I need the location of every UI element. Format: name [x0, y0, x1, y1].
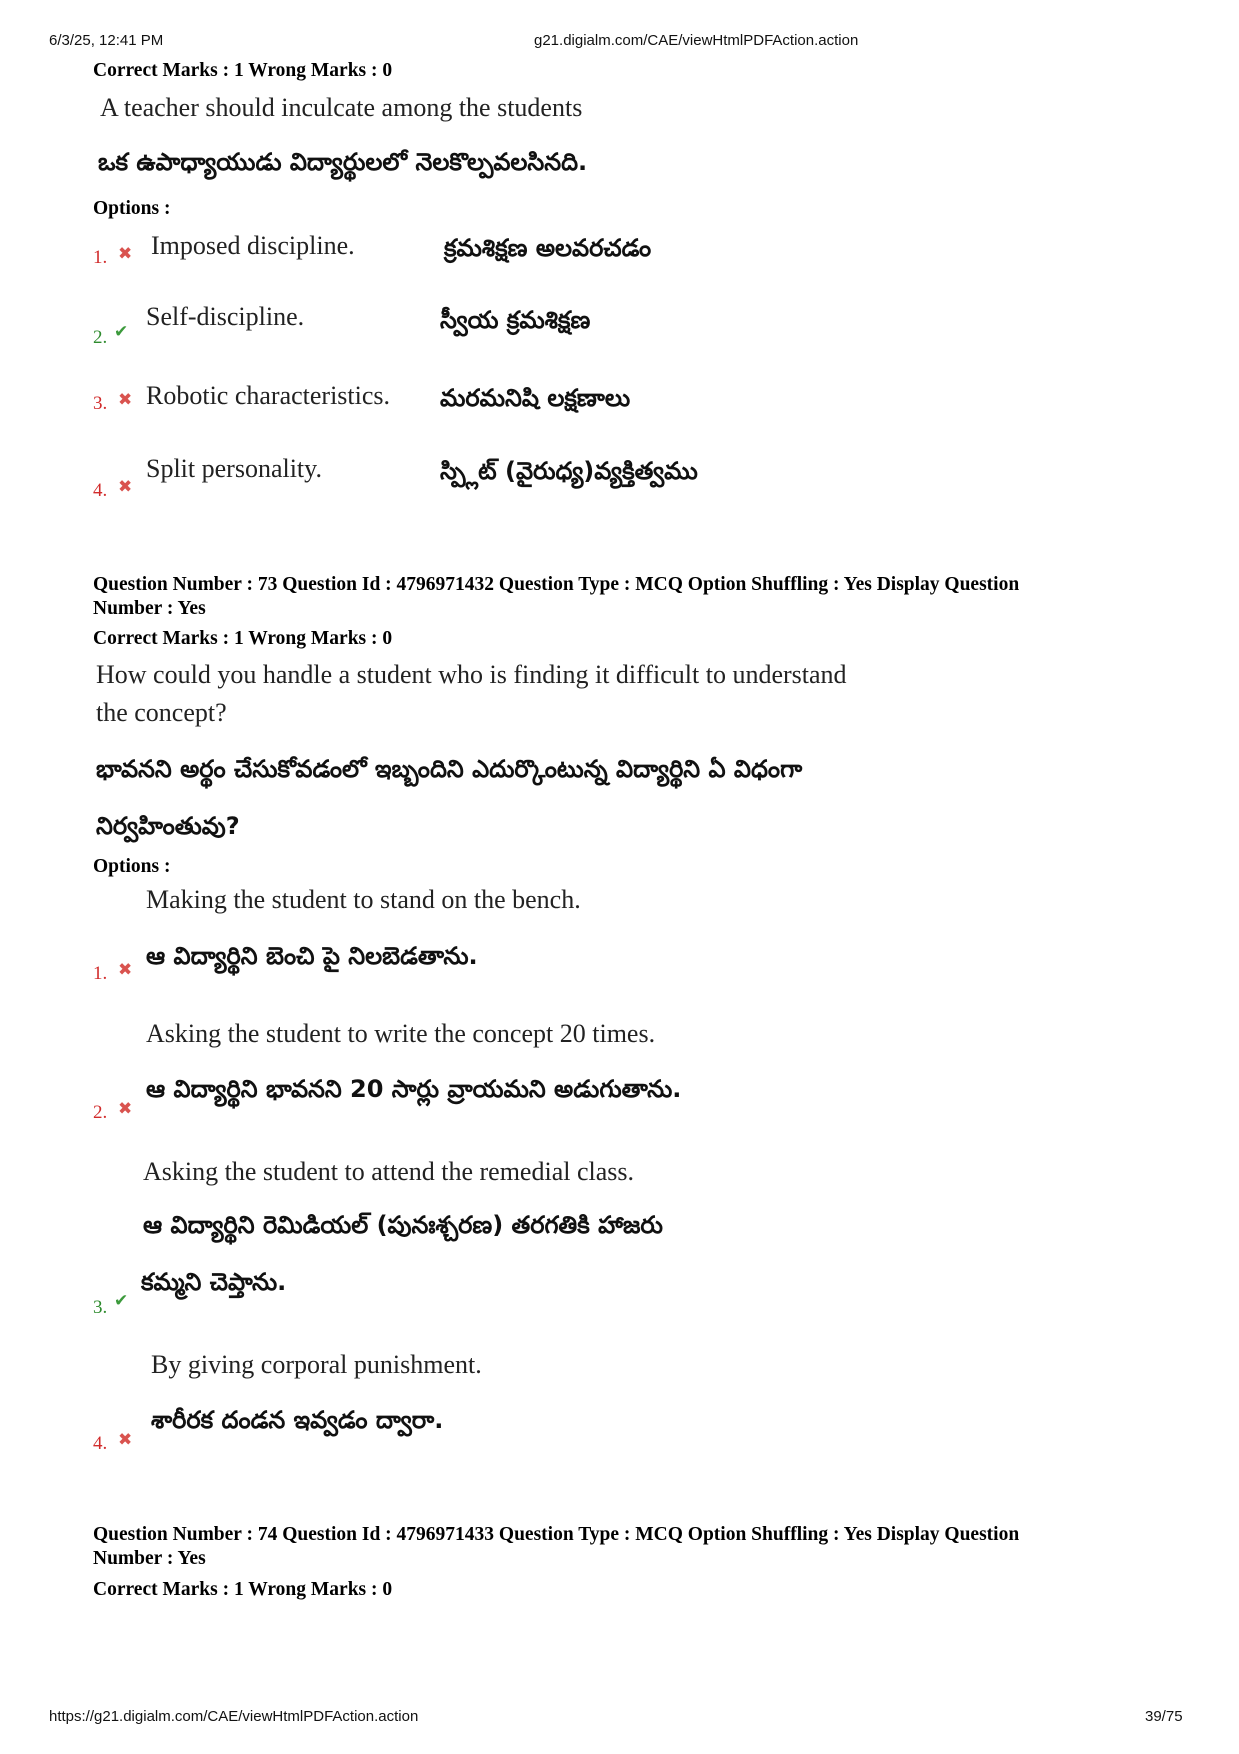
option-text-te: శారీరక దండన ఇవ్వడం ద్వారా.: [151, 1406, 444, 1434]
wrong-icon: ✖: [118, 244, 133, 264]
option-text-en: Split personality.: [146, 454, 322, 483]
option-text-te: స్ప్లిట్ (వైరుధ్య)వ్యక్తిత్వము: [440, 457, 698, 485]
q73-text-te-line1: భావనని అర్థం చేసుకోవడంలో ఇబ్బందిని ఎదుర్కొంటున్న విద్యార్థిని ఏ విధంగా: [96, 755, 803, 783]
option-text-te: క్రమశిక్షణ అలవరచడం: [444, 234, 652, 262]
option-text-en: Self-discipline.: [146, 302, 305, 331]
q73-text-en-line1: How could you handle a student who is finding it difficult to understand: [96, 660, 847, 689]
wrong-icon: ✖: [118, 390, 133, 410]
option-text-te: ఆ విద్యార్థిని బెంచి పై నిలబెడతాను.: [146, 942, 478, 970]
option-text-en: Asking the student to attend the remedial class.: [143, 1157, 634, 1186]
check-icon: ✔: [114, 322, 129, 342]
option-text-te: ఆ విద్యార్థిని రెమిడియల్ (పునఃశ్చరణ) తరగతికి హాజరు: [143, 1211, 663, 1239]
option-number: 1.: [93, 247, 108, 268]
option-text-en: Imposed discipline.: [151, 231, 355, 260]
option-text-en: Making the student to stand on the bench.: [146, 885, 581, 914]
q72-text-te: ఒక ఉపాధ్యాయుడు విద్యార్థులలో నెలకొల్పవలసినది.: [98, 148, 588, 176]
q74-marks: Correct Marks : 1 Wrong Marks : 0: [93, 1579, 393, 1600]
option-text-en: Asking the student to write the concept 20 times.: [146, 1019, 656, 1048]
q73-meta-line1: Question Number : 73 Question Id : 4796971432 Question Type : MCQ Option Shuffling : Yes Display Question: [93, 574, 1020, 595]
q74-meta-line2: Number : Yes: [93, 1548, 206, 1569]
option-text-te: ఆ విద్యార్థిని భావనని 20 సార్లు వ్రాయమని అడుగుతాను.: [146, 1075, 682, 1103]
option-number: 4.: [93, 1433, 108, 1454]
page-number: 39/75: [1145, 1708, 1183, 1725]
print-url-footer: https://g21.digialm.com/CAE/viewHtmlPDFAction.action: [49, 1708, 419, 1725]
wrong-icon: ✖: [118, 1099, 133, 1119]
option-number: 2.: [93, 327, 108, 348]
check-icon: ✔: [114, 1291, 129, 1311]
q73-text-en-line2: the concept?: [96, 698, 227, 727]
option-text-te: మరమనిషి లక్షణాలు: [440, 384, 631, 412]
option-number: 4.: [93, 480, 108, 501]
wrong-icon: ✖: [118, 960, 133, 980]
option-number: 1.: [93, 963, 108, 984]
q72-options-label: Options :: [93, 198, 171, 219]
q73-meta-line2: Number : Yes: [93, 598, 206, 619]
option-text-te-line2: కమ్మని చెప్తాను.: [141, 1268, 287, 1296]
q72-marks: Correct Marks : 1 Wrong Marks : 0: [93, 60, 393, 81]
q74-meta-line1: Question Number : 74 Question Id : 4796971433 Question Type : MCQ Option Shuffling : Yes Display Question: [93, 1524, 1020, 1545]
option-number: 3.: [93, 1297, 108, 1318]
option-text-te: స్వీయ క్రమశిక్షణ: [440, 306, 591, 334]
print-url-header: g21.digialm.com/CAE/viewHtmlPDFAction.action: [534, 32, 859, 49]
q72-text-en: A teacher should inculcate among the students: [100, 93, 583, 122]
option-number: 2.: [93, 1102, 108, 1123]
wrong-icon: ✖: [118, 1430, 133, 1450]
option-number: 3.: [93, 393, 108, 414]
print-datetime: 6/3/25, 12:41 PM: [49, 32, 164, 49]
q73-options-label: Options :: [93, 856, 171, 877]
q73-text-te-line2: నిర్వహింతువు?: [96, 812, 240, 840]
wrong-icon: ✖: [118, 477, 133, 497]
option-text-en: By giving corporal punishment.: [151, 1350, 482, 1379]
option-text-en: Robotic characteristics.: [146, 381, 391, 410]
q73-marks: Correct Marks : 1 Wrong Marks : 0: [93, 628, 393, 649]
